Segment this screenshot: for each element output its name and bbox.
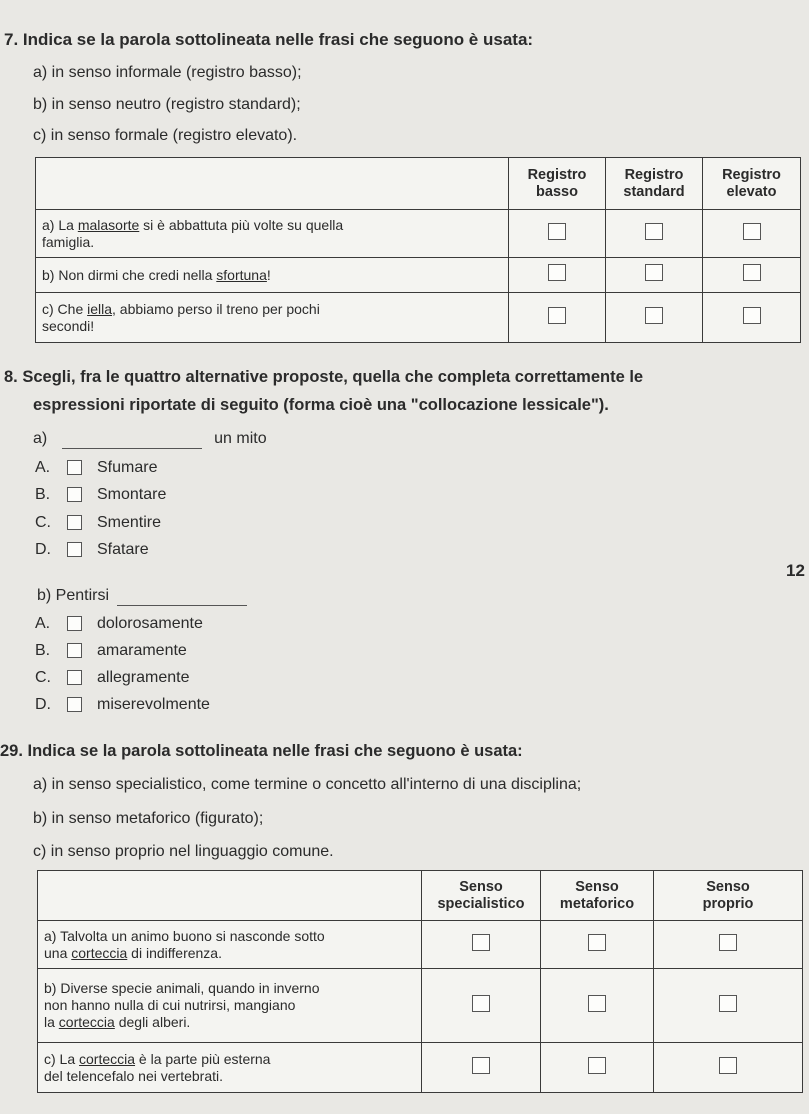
table-row (38, 1043, 803, 1093)
q9-table (37, 870, 803, 1093)
q7-header-basso: Registro basso (509, 158, 606, 210)
q7-row-c-text: c) Che iella, abbiamo perso il treno per pochi secondi! (36, 293, 509, 343)
q7-c-basso-checkbox[interactable] (548, 307, 566, 324)
page-number: 12 (786, 561, 805, 580)
q9-row-c-text: c) La corteccia è la parte più esterna del telencefalo nei vertebrati. (38, 1043, 422, 1093)
q9-option-c: c) in senso proprio nel linguaggio comune. (33, 843, 334, 860)
table-row (38, 921, 803, 969)
q7-option-b: b) in senso neutro (registro standard); (33, 96, 301, 113)
q7-table-corner (36, 158, 509, 210)
q9-header-specialistico: Senso specialistico (422, 871, 541, 921)
q7-a-basso-checkbox[interactable] (548, 223, 566, 240)
q8-b-choice-text: amaramente (97, 642, 187, 659)
table-row (38, 969, 803, 1043)
q8-a-choice-a-checkbox[interactable] (67, 460, 82, 475)
q8-b-choice-text: allegramente (97, 669, 190, 686)
q8-b-choice-letter: A. (35, 615, 51, 632)
q9-row-a-text: a) Talvolta un animo buono si nasconde sotto una corteccia di indifferenza. (38, 921, 422, 969)
q8-b-blank (117, 587, 247, 606)
q9-title: 29. Indica se la parola sottolineata nelle frasi che seguono è usata: (0, 742, 523, 760)
q8-a-choice-text: Smontare (97, 486, 167, 503)
q9-c-specialistico-checkbox[interactable] (472, 1057, 490, 1074)
table-row (36, 258, 801, 293)
q8-a-choice-letter: C. (35, 514, 51, 531)
q8-b-choice-a-checkbox[interactable] (67, 616, 82, 631)
q9-c-metaforico-checkbox[interactable] (588, 1057, 606, 1074)
q8-a-choice-text: Sfatare (97, 541, 149, 558)
q9-a-specialistico-checkbox[interactable] (472, 934, 490, 951)
q8-b-choice-b-checkbox[interactable] (67, 643, 82, 658)
q7-c-elevato-checkbox[interactable] (743, 307, 761, 324)
q8-a-blank (62, 430, 202, 449)
q8-a-choice-c-checkbox[interactable] (67, 515, 82, 530)
q9-header-proprio: Senso proprio (654, 871, 803, 921)
q9-b-metaforico-checkbox[interactable] (588, 995, 606, 1012)
q8-title-line2: espressioni riportate di seguito (forma cioè una "collocazione lessicale"). (33, 396, 609, 414)
q9-b-specialistico-checkbox[interactable] (472, 995, 490, 1012)
q9-a-proprio-checkbox[interactable] (719, 934, 737, 951)
q8-a-choice-b-checkbox[interactable] (67, 487, 82, 502)
q9-option-b: b) in senso metaforico (figurato); (33, 810, 264, 827)
q8-a-prompt: a) un mito (33, 430, 267, 447)
q8-b-prompt: b) Pentirsi (37, 587, 247, 606)
q8-b-choice-c-checkbox[interactable] (67, 670, 82, 685)
q7-header-standard: Registro standard (606, 158, 703, 210)
q8-title-line1: 8. Scegli, fra le quattro alternative proposte, quella che completa correttamente le (4, 368, 644, 386)
q7-title: 7. Indica se la parola sottolineata nelle frasi che seguono è usata: (4, 30, 534, 49)
q8-b-choice-d-checkbox[interactable] (67, 697, 82, 712)
q7-a-elevato-checkbox[interactable] (743, 223, 761, 240)
q7-c-standard-checkbox[interactable] (645, 307, 663, 324)
q9-c-proprio-checkbox[interactable] (719, 1057, 737, 1074)
q7-option-c: c) in senso formale (registro elevato). (33, 127, 298, 144)
q8-b-choice-letter: B. (35, 642, 51, 659)
q8-b-choice-letter: C. (35, 669, 51, 686)
table-row (36, 293, 801, 343)
q9-row-b-text: b) Diverse specie animali, quando in inverno non hanno nulla di cui nutrirsi, mangiano la corteccia degli alberi. (38, 969, 422, 1043)
q7-row-a-text: a) La malasorte si è abbattuta più volte su quella famiglia. (36, 210, 509, 258)
q7-b-basso-checkbox[interactable] (548, 264, 566, 281)
q8-b-choice-text: miserevolmente (97, 696, 210, 713)
q8-a-choice-letter: B. (35, 486, 51, 503)
q8-a-choice-d-checkbox[interactable] (67, 542, 82, 557)
q7-row-b-text: b) Non dirmi che credi nella sfortuna! (36, 258, 509, 293)
q7-a-standard-checkbox[interactable] (645, 223, 663, 240)
q7-b-standard-checkbox[interactable] (645, 264, 663, 281)
q9-a-metaforico-checkbox[interactable] (588, 934, 606, 951)
q7-option-a: a) in senso informale (registro basso); (33, 64, 302, 81)
q8-a-choice-text: Sfumare (97, 459, 158, 476)
q8-b-choice-text: dolorosamente (97, 615, 203, 632)
q7-b-elevato-checkbox[interactable] (743, 264, 761, 281)
q8-a-choice-letter: A. (35, 459, 51, 476)
q7-table (35, 157, 801, 343)
q8-a-choice-letter: D. (35, 541, 51, 558)
q9-b-proprio-checkbox[interactable] (719, 995, 737, 1012)
q8-a-choice-text: Smentire (97, 514, 162, 531)
q8-b-choice-letter: D. (35, 696, 51, 713)
q9-table-corner (38, 871, 422, 921)
q7-header-elevato: Registro elevato (703, 158, 801, 210)
q9-option-a: a) in senso specialistico, come termine o concetto all'interno di una disciplina; (33, 776, 582, 793)
table-row (36, 210, 801, 258)
q9-header-metaforico: Senso metaforico (541, 871, 654, 921)
